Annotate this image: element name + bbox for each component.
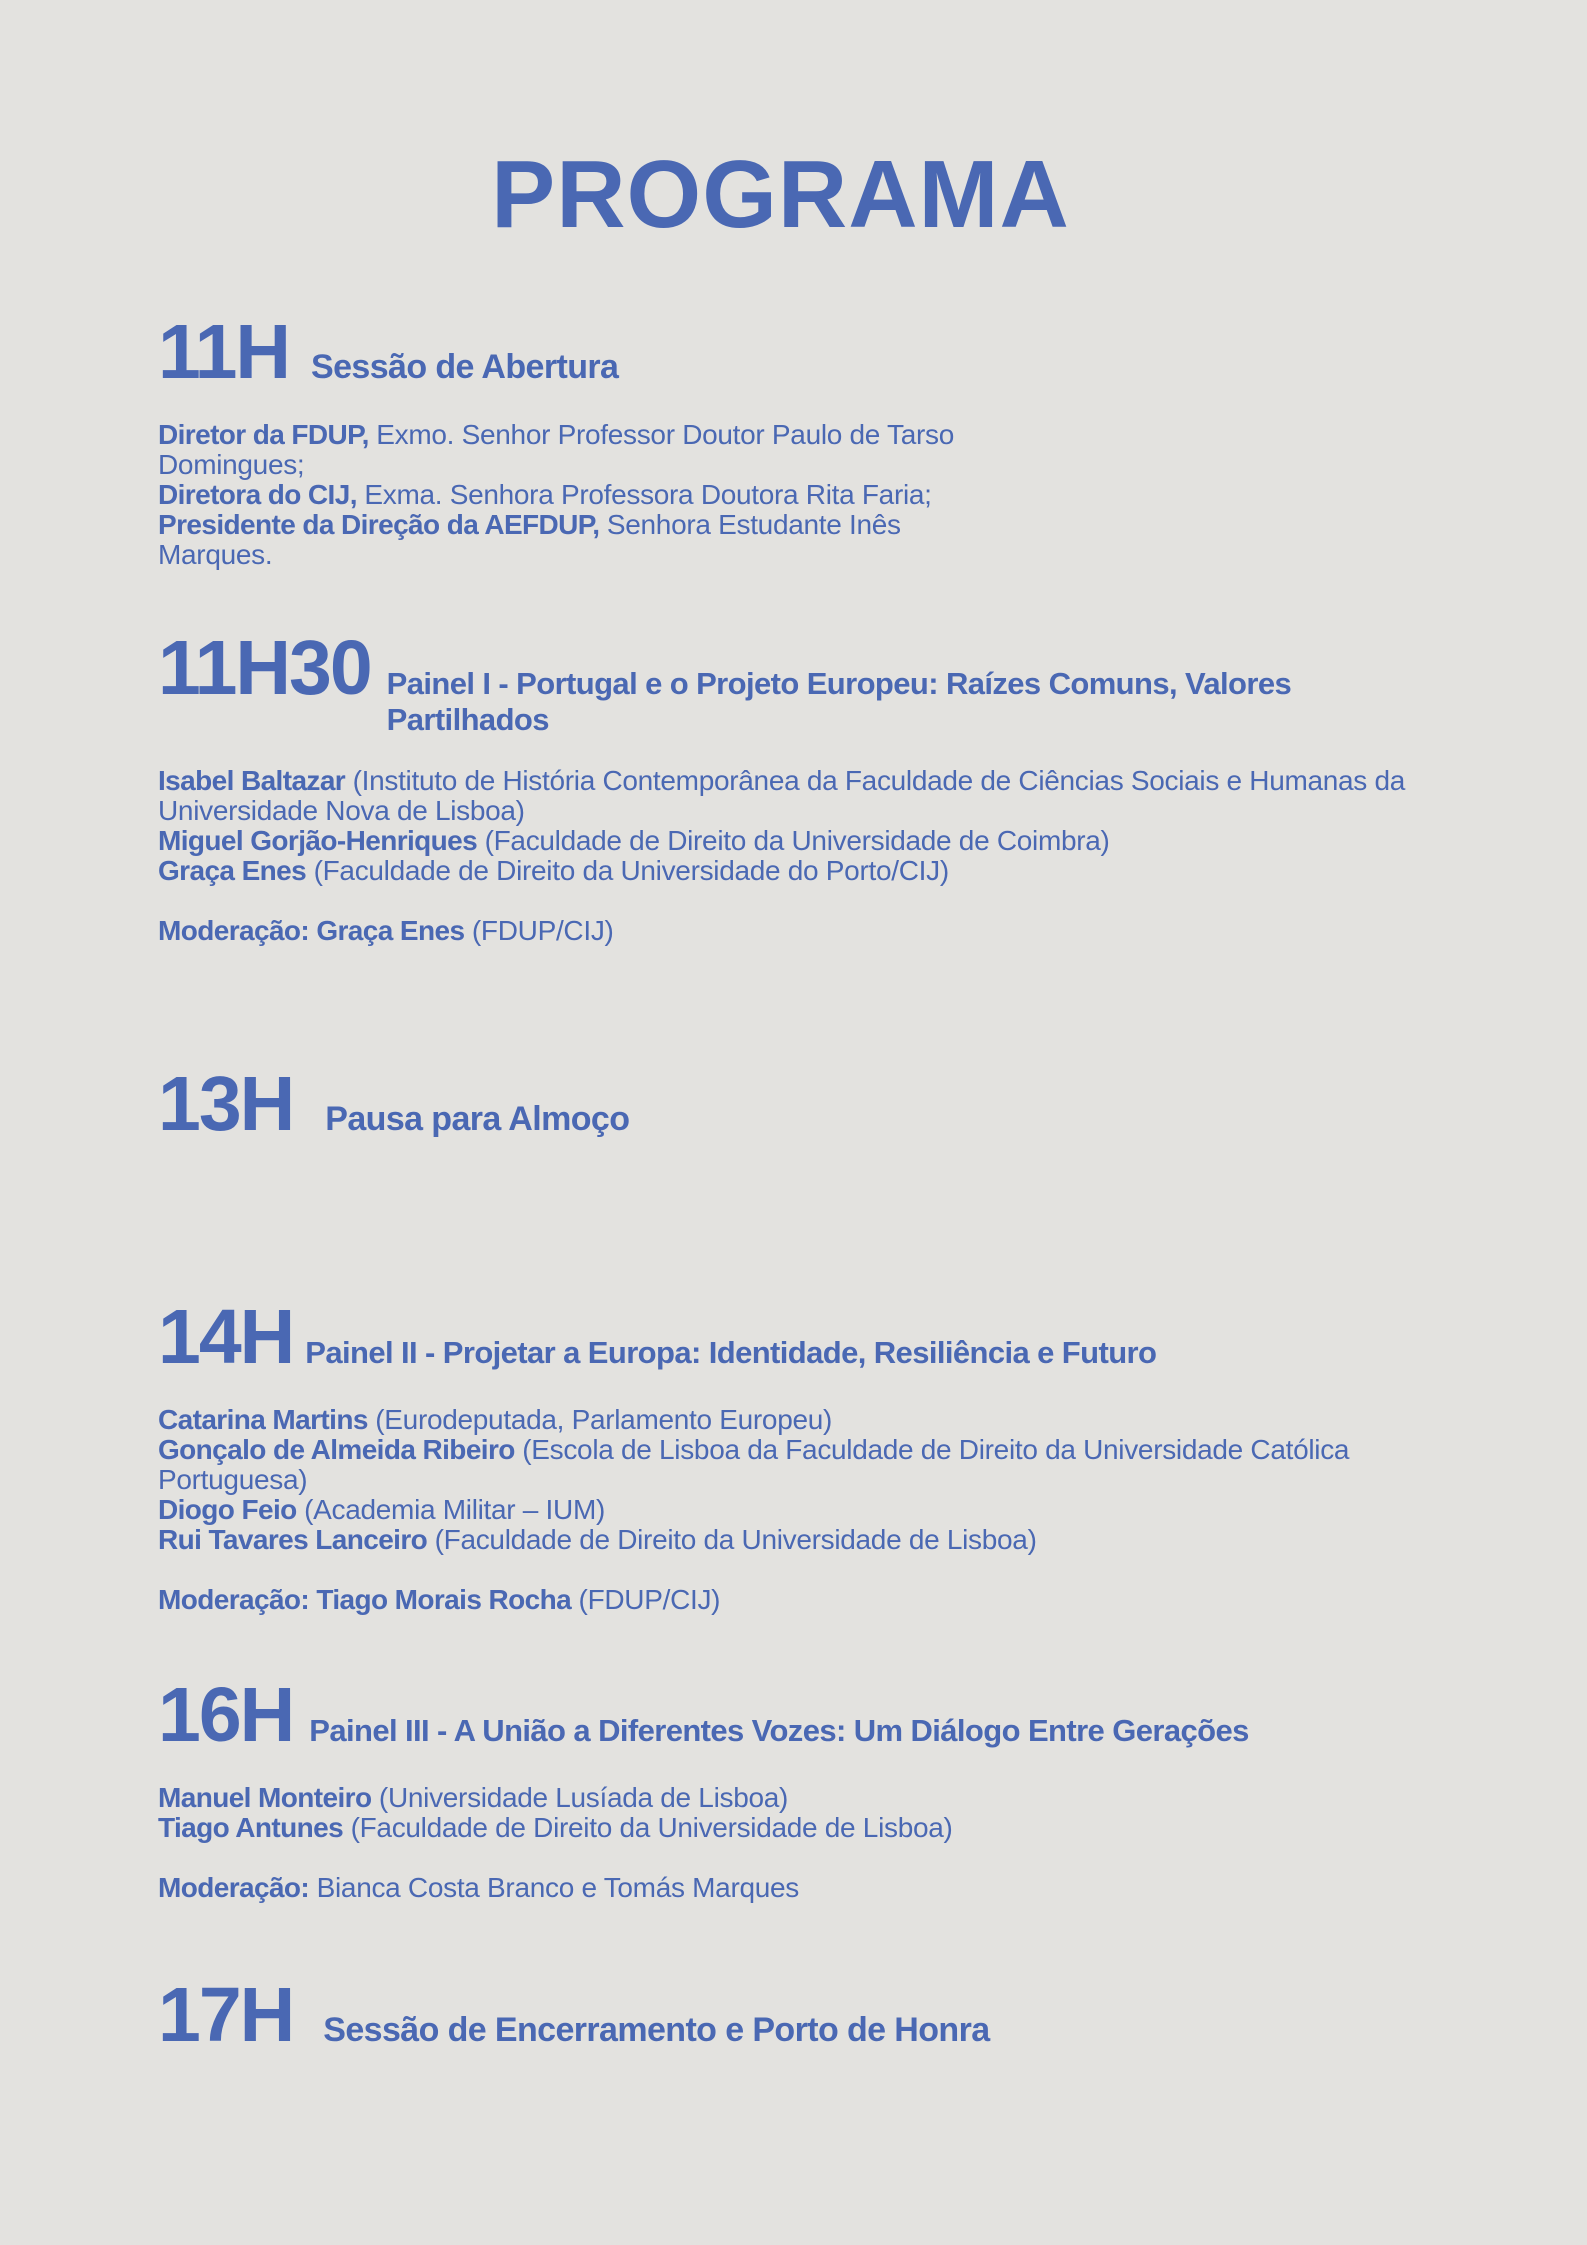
page-title: PROGRAMA	[491, 141, 1070, 248]
moderator-label: Moderação:	[158, 1872, 310, 1903]
speaker-line	[158, 1525, 1448, 1555]
session-panel-3	[158, 1672, 1448, 1903]
speaker-line	[158, 1465, 1448, 1495]
speaker-line	[158, 540, 1448, 570]
speaker-affiliation: (Universidade Lusíada de Lisboa)	[371, 1782, 789, 1813]
session-title: Pausa para Almoço	[325, 1100, 630, 1138]
speaker-line	[158, 1495, 1448, 1525]
speaker-role: Presidente da Direção da AEFDUP,	[158, 509, 600, 540]
session-time: 17H	[158, 1972, 294, 2058]
speaker-affiliation: (Escola de Lisboa da Faculdade de Direito da Universidade Católica	[514, 1434, 1350, 1465]
speaker-affiliation: (Instituto de História Contemporânea da Faculdade de Ciências Sociais e Humanas da	[345, 765, 1406, 796]
speaker-list	[158, 420, 1448, 570]
speaker-affiliation: (Faculdade de Direito da Universidade de Lisboa)	[343, 1812, 953, 1843]
session-closing	[158, 1972, 1448, 2058]
speaker-name: Catarina Martins	[158, 1404, 368, 1435]
moderation-line	[158, 916, 1448, 946]
speaker-detail: Senhora Estudante Inês	[599, 509, 901, 540]
speaker-role: Diretora do CIJ,	[158, 479, 357, 510]
moderator-affiliation: (FDUP/CIJ)	[571, 1584, 721, 1615]
speaker-affiliation: (Faculdade de Direito da Universidade do Porto/CIJ)	[306, 855, 949, 886]
moderator-name: Moderação: Tiago Morais Rocha	[158, 1584, 572, 1615]
speaker-name: Diogo Feio	[158, 1494, 297, 1525]
speaker-affiliation: (Eurodeputada, Parlamento Europeu)	[367, 1404, 833, 1435]
speaker-detail: Marques.	[158, 539, 273, 570]
session-title: Painel III - A União a Diferentes Vozes: Um Diálogo Entre Gerações	[309, 1713, 1249, 1748]
session-time: 11H	[158, 309, 290, 395]
speaker-detail: Exma. Senhora Professora Doutora Rita Faria;	[356, 479, 932, 510]
speaker-list	[158, 1783, 1448, 1903]
speaker-name: Graça Enes	[158, 855, 307, 886]
session-title: Sessão de Encerramento e Porto de Honra	[323, 2011, 990, 2049]
speaker-name: Miguel Gorjão-Henriques	[158, 825, 478, 856]
session-time: 16H	[158, 1672, 294, 1758]
speaker-affiliation: Universidade Nova de Lisboa)	[158, 795, 525, 826]
session-panel-1	[158, 625, 1448, 946]
session-lunch	[158, 1061, 1448, 1147]
speaker-name: Isabel Baltazar	[158, 765, 346, 796]
speaker-line	[158, 856, 1448, 886]
session-time: 13H	[158, 1061, 294, 1147]
session-title: Sessão de Abertura	[311, 348, 619, 386]
speaker-line	[158, 826, 1448, 856]
speaker-affiliation: Portuguesa)	[158, 1464, 308, 1495]
speaker-affiliation: (Academia Militar – IUM)	[296, 1494, 605, 1525]
speaker-detail: Domingues;	[158, 449, 305, 480]
moderator-name: Moderação: Graça Enes	[158, 915, 465, 946]
speaker-line	[158, 1435, 1448, 1465]
speaker-detail: Exmo. Senhor Professor Doutor Paulo de Tarso	[368, 419, 955, 450]
speaker-role: Diretor da FDUP,	[158, 419, 369, 450]
speaker-list	[158, 766, 1448, 946]
speaker-name: Manuel Monteiro	[158, 1782, 372, 1813]
session-time: 14H	[158, 1294, 294, 1380]
speaker-line	[158, 1813, 1448, 1843]
speaker-name: Gonçalo de Almeida Ribeiro	[158, 1434, 515, 1465]
session-time: 11H30	[158, 625, 371, 711]
speaker-line	[158, 510, 1448, 540]
moderation-line	[158, 1585, 1448, 1615]
moderation-line	[158, 1873, 1448, 1903]
session-title: Painel II - Projetar a Europa: Identidade, Resiliência e Futuro	[305, 1335, 1157, 1370]
speaker-line	[158, 766, 1448, 796]
speaker-name: Rui Tavares Lanceiro	[158, 1524, 428, 1555]
session-title: Painel I - Portugal e o Projeto Europeu: Raízes Comuns, Valores Partilhados	[386, 666, 1292, 737]
speaker-line	[158, 450, 1448, 480]
speaker-affiliation: (Faculdade de Direito da Universidade de Lisboa)	[427, 1524, 1037, 1555]
session-panel-2	[158, 1294, 1448, 1615]
speaker-name: Tiago Antunes	[158, 1812, 344, 1843]
speaker-line	[158, 420, 1448, 450]
session-opening	[158, 309, 1448, 570]
speaker-line	[158, 480, 1448, 510]
moderator-names: Bianca Costa Branco e Tomás Marques	[309, 1872, 799, 1903]
moderator-affiliation: (FDUP/CIJ)	[464, 915, 614, 946]
speaker-line	[158, 796, 1448, 826]
speaker-line	[158, 1783, 1448, 1813]
speaker-list	[158, 1405, 1448, 1615]
speaker-affiliation: (Faculdade de Direito da Universidade de Coimbra)	[477, 825, 1110, 856]
speaker-line	[158, 1405, 1448, 1435]
